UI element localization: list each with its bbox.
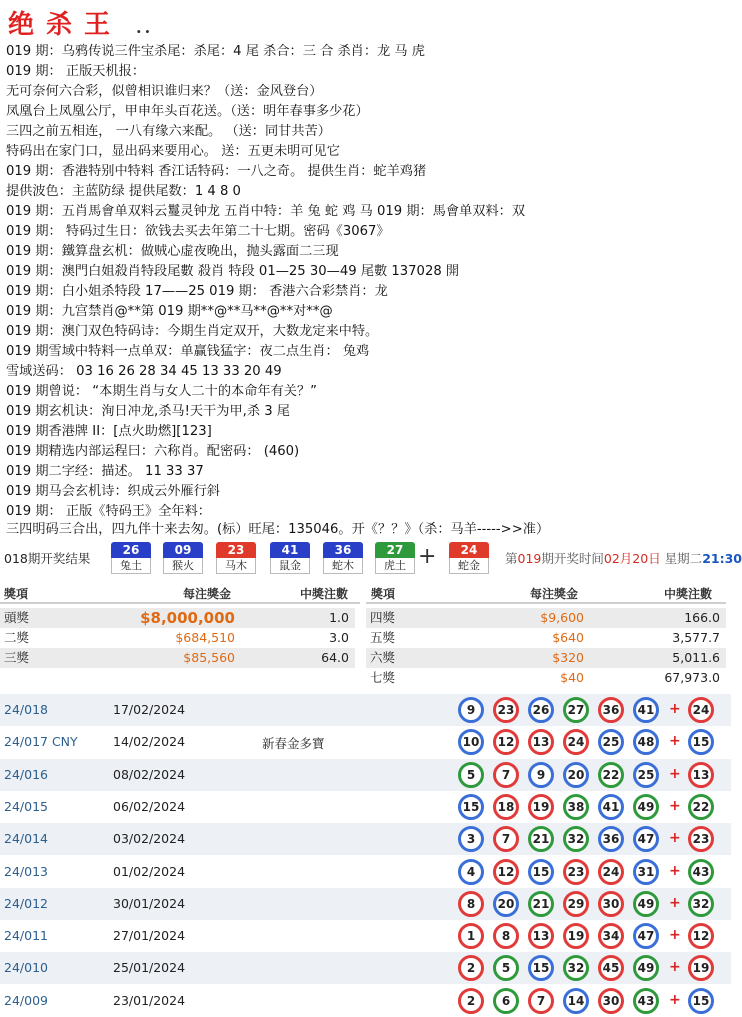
history-row — [0, 726, 731, 758]
history-ball: 21 — [528, 826, 554, 852]
result-ball-number: 26 — [111, 542, 151, 558]
history-ball: 1 — [458, 923, 484, 949]
result-ball — [216, 542, 256, 574]
prize-money: $85,560 — [183, 650, 235, 665]
history-ball: 21 — [528, 891, 554, 917]
prize-row — [366, 648, 726, 668]
history-period-link[interactable]: 24/017 CNY — [4, 734, 78, 750]
tip-line: 019 期：九宫禁肖@**第 019 期**@**马**@**对**@ — [6, 304, 333, 319]
history-ball: 49 — [633, 955, 659, 981]
history-ball: 7 — [493, 826, 519, 852]
history-ball: 49 — [633, 891, 659, 917]
history-date: 03/02/2024 — [113, 831, 186, 847]
prize-row — [0, 608, 355, 628]
prize-money: $8,000,000 — [140, 609, 235, 627]
tip-line: 019 期：乌鸦传说三件宝杀尾：杀尾：4 尾 杀合：三 合 杀肖：龙 马 虎 — [6, 44, 425, 59]
history-period-link[interactable]: 24/018 — [4, 702, 48, 717]
history-ball: 22 — [598, 762, 624, 788]
history-date: 14/02/2024 — [113, 734, 186, 750]
prize-row — [366, 668, 726, 688]
next-draw-info: 第019期开奖时间02月20日 星期二21:30 — [505, 551, 742, 566]
history-date: 17/02/2024 — [113, 702, 186, 717]
history-ball: 20 — [563, 762, 589, 788]
result-ball-number: 27 — [375, 542, 415, 558]
history-period-link[interactable]: 24/011 — [4, 928, 48, 944]
prize-header-item-right: 獎項 — [371, 587, 396, 601]
page-title: 绝杀王 .. — [8, 10, 154, 40]
history-ball: 10 — [458, 729, 484, 755]
result-ball-zodiac: 虎土 — [375, 558, 415, 574]
prize-header-item: 獎項 — [4, 587, 29, 601]
history-date: 06/02/2024 — [113, 798, 186, 814]
tip-line: 019 期：香港特别中特料 香江话特码：一八之奇。 提供生肖：蛇羊鸡猪 — [6, 164, 427, 179]
history-ball: 23 — [493, 697, 519, 723]
prize-count: 1.0 — [329, 610, 349, 625]
history-date: 23/01/2024 — [113, 992, 186, 1008]
tip-line: 019 期曾说： “本期生肖与女人二十的本命年有关？” — [6, 384, 317, 399]
prize-count: 64.0 — [321, 650, 349, 665]
history-plus-sign: + — [669, 701, 681, 717]
history-ball: 14 — [563, 988, 589, 1014]
history-date: 08/02/2024 — [113, 766, 186, 782]
history-ball: 15 — [528, 859, 554, 885]
history-row — [0, 952, 731, 984]
history-row — [0, 759, 731, 791]
tip-line: 雪域送码： 03 16 26 28 34 45 13 33 20 49 — [6, 364, 282, 379]
history-special-ball: 19 — [688, 955, 714, 981]
history-ball: 19 — [563, 923, 589, 949]
prize-header-divider — [0, 602, 360, 604]
history-ball: 20 — [493, 891, 519, 917]
tip-line: 三四明码三合出，四九伴十来去匆。(标）旺尾：135046。开《？？》（杀：马羊----->>准） — [6, 522, 550, 537]
history-special-ball: 15 — [688, 729, 714, 755]
history-period-link[interactable]: 24/009 — [4, 992, 48, 1008]
tip-line: 无可奈何六合彩，似曾相识谁归来？（送：金风登台） — [6, 84, 323, 99]
history-special-ball: 32 — [688, 891, 714, 917]
tip-line: 019 期： 正版《特码王》全年料： — [6, 504, 211, 519]
title-dots: .. — [136, 18, 154, 37]
history-special-ball: 13 — [688, 762, 714, 788]
history-ball: 24 — [563, 729, 589, 755]
prize-table — [0, 584, 731, 690]
history-special-ball: 23 — [688, 826, 714, 852]
history-ball: 38 — [563, 794, 589, 820]
history-special-ball: 12 — [688, 923, 714, 949]
prize-money: $640 — [552, 630, 584, 645]
result-ball-number: 23 — [216, 542, 256, 558]
prize-header-count-right: 中獎注數 — [664, 587, 713, 601]
history-special-ball: 43 — [688, 859, 714, 885]
history-ball: 48 — [633, 729, 659, 755]
history-ball: 25 — [598, 729, 624, 755]
result-ball-number: 24 — [449, 542, 489, 558]
history-ball: 30 — [598, 891, 624, 917]
result-ball — [163, 542, 203, 574]
history-period-link[interactable]: 24/015 — [4, 798, 48, 814]
result-ball-number: 36 — [323, 542, 363, 558]
history-ball: 41 — [633, 697, 659, 723]
history-plus-sign: + — [669, 733, 681, 750]
history-ball: 32 — [563, 826, 589, 852]
history-plus-sign: + — [669, 830, 681, 847]
history-row — [0, 694, 731, 726]
history-period-link[interactable]: 24/016 — [4, 766, 48, 782]
result-ball-zodiac: 猴火 — [163, 558, 203, 574]
history-ball: 36 — [598, 697, 624, 723]
history-row — [0, 888, 731, 920]
history-ball: 13 — [528, 923, 554, 949]
history-ball: 3 — [458, 826, 484, 852]
history-plus-sign: + — [669, 991, 681, 1008]
history-ball: 15 — [458, 794, 484, 820]
special-result-ball — [449, 542, 489, 574]
plus-sign: + — [418, 544, 437, 569]
prize-money: $9,600 — [540, 610, 584, 625]
history-ball: 49 — [633, 794, 659, 820]
history-ball: 8 — [493, 923, 519, 949]
tip-line: 019 期：澳門白姐殺肖特段尾數 殺肖 特段 01—25 30—49 尾數 137028 開 — [6, 264, 460, 279]
history-ball: 29 — [563, 891, 589, 917]
tip-line: 019 期： 正版天机报： — [6, 64, 146, 79]
history-plus-sign: + — [669, 959, 681, 976]
prize-name: 七獎 — [370, 670, 396, 685]
history-special-ball: 24 — [688, 697, 714, 723]
prize-header-count: 中獎注數 — [300, 587, 349, 601]
prize-count: 3,577.7 — [672, 630, 720, 645]
history-date: 27/01/2024 — [113, 928, 186, 944]
tip-line: 019 期玄机诀：洵日冲龙,杀马!天干为甲,杀 3 尾 — [6, 404, 290, 419]
history-ball: 12 — [493, 859, 519, 885]
history-ball: 8 — [458, 891, 484, 917]
prize-header-money: 每注獎金 — [183, 587, 232, 601]
result-ball-zodiac: 蛇金 — [449, 558, 489, 574]
result-ball-zodiac: 马木 — [216, 558, 256, 574]
prize-count: 67,973.0 — [664, 670, 720, 685]
prize-name: 頭獎 — [4, 610, 30, 625]
history-plus-sign: + — [669, 927, 681, 944]
tip-line: 019 期雪域中特料一点单双：单赢钱猛字：夜二点生肖： 兔鸡 — [6, 344, 370, 359]
history-ball: 4 — [458, 859, 484, 885]
history-ball: 26 — [528, 697, 554, 723]
history-ball: 13 — [528, 729, 554, 755]
tip-line: 三四之前五相连， 一八有缘六来配。 （送：同甘共苦） — [6, 124, 331, 139]
history-ball: 6 — [493, 988, 519, 1014]
history-ball: 23 — [563, 859, 589, 885]
history-ball: 47 — [633, 826, 659, 852]
result-ball-zodiac: 兔土 — [111, 558, 151, 574]
history-ball: 9 — [458, 697, 484, 723]
tip-line: 019 期二字经：描述。 11 33 37 — [6, 464, 204, 479]
tip-line: 019 期：鐵算盘玄机：做贼心虚夜晚出，抛头露面二三现 — [6, 244, 339, 259]
history-ball: 18 — [493, 794, 519, 820]
history-ball: 15 — [528, 955, 554, 981]
history-plus-sign: + — [669, 765, 681, 782]
history-note: 新春金多寶 — [262, 736, 325, 752]
result-ball-zodiac: 鼠金 — [270, 558, 310, 574]
history-ball: 2 — [458, 955, 484, 981]
history-period-link[interactable]: 24/012 — [4, 895, 48, 911]
history-ball: 19 — [528, 794, 554, 820]
history-ball: 47 — [633, 923, 659, 949]
tip-line: 019 期精选内部运程曰：六称肖。配密码： (460) — [6, 444, 300, 459]
tip-line: 019 期香港牌 II：[点火助燃][123] — [6, 424, 212, 439]
tip-line: 019 期： 特码过生日：欲钱去买去年第二十七期。密码《3067》 — [6, 224, 390, 239]
history-plus-sign: + — [669, 894, 681, 911]
history-ball: 43 — [633, 988, 659, 1014]
history-ball: 9 — [528, 762, 554, 788]
prize-money: $40 — [560, 670, 584, 685]
history-ball: 12 — [493, 729, 519, 755]
history-ball: 5 — [493, 955, 519, 981]
history-date: 01/02/2024 — [113, 863, 186, 879]
history-ball: 41 — [598, 794, 624, 820]
draw-result-strip — [0, 542, 742, 576]
prize-count: 3.0 — [329, 630, 349, 645]
prize-name: 六獎 — [370, 650, 396, 665]
prize-name: 五獎 — [370, 630, 396, 645]
history-ball: 7 — [528, 988, 554, 1014]
tip-line: 凤凰台上凤凰公厅，甲申年头百花送。（送：明年春事多少花） — [6, 104, 369, 119]
history-ball: 45 — [598, 955, 624, 981]
history-plus-sign: + — [669, 862, 681, 879]
history-row — [0, 920, 731, 952]
tip-line: 提供波色：主蓝防绿 提供尾数：1 4 8 0 — [6, 184, 241, 199]
result-ball-number: 41 — [270, 542, 310, 558]
result-ball-number: 09 — [163, 542, 203, 558]
history-ball: 25 — [633, 762, 659, 788]
history-special-ball: 22 — [688, 794, 714, 820]
result-ball — [375, 542, 415, 574]
history-special-ball: 15 — [688, 988, 714, 1014]
history-ball: 34 — [598, 923, 624, 949]
history-ball: 32 — [563, 955, 589, 981]
history-period-link[interactable]: 24/014 — [4, 831, 48, 847]
result-ball — [323, 542, 363, 574]
prize-money: $684,510 — [175, 630, 235, 645]
history-ball: 7 — [493, 762, 519, 788]
history-date: 30/01/2024 — [113, 895, 186, 911]
history-ball: 2 — [458, 988, 484, 1014]
draw-result-label: 018期开奖结果 — [4, 551, 91, 566]
history-date: 25/01/2024 — [113, 960, 186, 976]
prize-row — [0, 628, 355, 648]
prize-count: 5,011.6 — [672, 650, 720, 665]
prize-row — [366, 628, 726, 648]
tip-line: 019 期：五肖馬會单双料云鬘灵钟龙 五肖中特：羊 兔 蛇 鸡 马 019 期：馬會单双料：双 — [6, 204, 526, 219]
prize-header-divider-right — [366, 602, 726, 604]
prize-name: 四獎 — [370, 610, 396, 625]
history-period-link[interactable]: 24/010 — [4, 960, 48, 976]
history-ball: 24 — [598, 859, 624, 885]
prize-row — [366, 608, 726, 628]
history-ball: 31 — [633, 859, 659, 885]
history-ball: 27 — [563, 697, 589, 723]
result-ball-zodiac: 蛇木 — [323, 558, 363, 574]
history-row — [0, 823, 731, 855]
history-row — [0, 985, 731, 1017]
result-ball — [111, 542, 151, 574]
tip-line: 019 期马会玄机诗：织成云外雁行斜 — [6, 484, 220, 499]
history-period-link[interactable]: 24/013 — [4, 863, 48, 879]
history-row — [0, 791, 731, 823]
history-ball: 36 — [598, 826, 624, 852]
prize-header-money-right: 每注獎金 — [530, 587, 579, 601]
tip-line: 019 期：白小姐杀特段 17——25 019 期： 香港六合彩禁肖：龙 — [6, 284, 388, 299]
prize-count: 166.0 — [684, 610, 720, 625]
history-row — [0, 856, 731, 888]
history-ball: 5 — [458, 762, 484, 788]
history-plus-sign: + — [669, 797, 681, 814]
result-ball — [270, 542, 310, 574]
prize-row — [0, 648, 355, 668]
tip-line: 019 期：澳门双色特码诗：今期生肖定双开，大数龙定来中特。 — [6, 324, 379, 339]
tip-line: 特码出在家门口，显出码来要用心。 送：五更未明可见它 — [6, 144, 340, 159]
prize-money: $320 — [552, 650, 584, 665]
history-ball: 30 — [598, 988, 624, 1014]
prize-name: 二獎 — [4, 630, 30, 645]
prize-name: 三獎 — [4, 650, 30, 665]
